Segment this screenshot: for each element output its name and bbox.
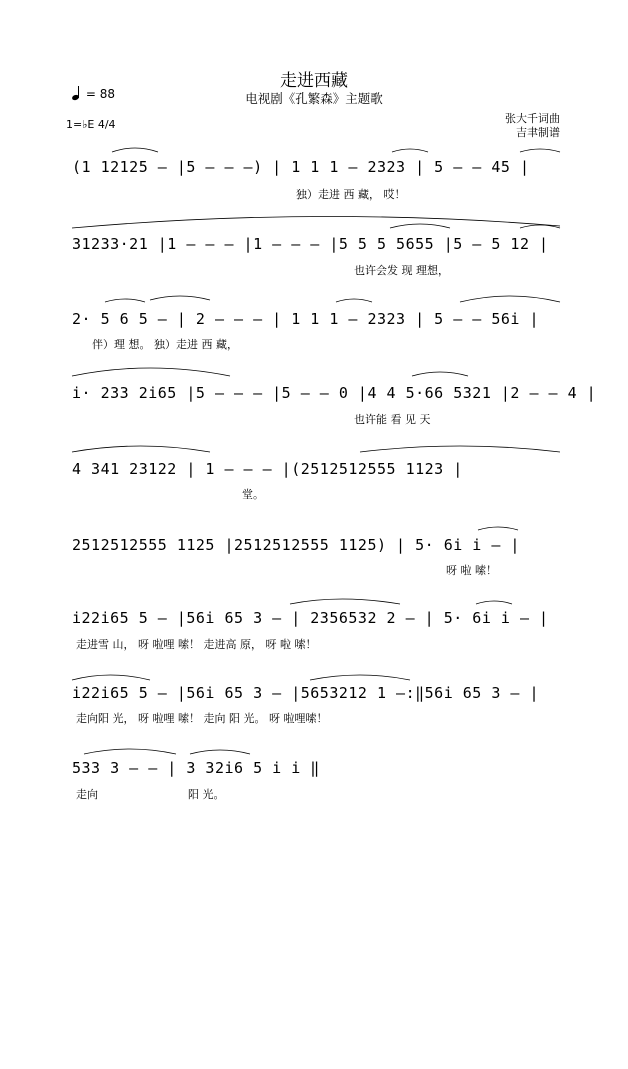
- score-row-8-notes: i22i65 5 — |56i 65 3 — |5653212 1 —:‖56i 65 3 — |: [72, 684, 540, 702]
- score-row-2-lyrics: 也许会发 现 理想，: [354, 264, 449, 277]
- score-row-6-lyrics: 呀 啦 嗦！: [446, 564, 497, 577]
- song-subtitle: 电视剧《孔繁森》主题歌: [245, 91, 383, 106]
- key-signature: 1=♭E 4/4: [66, 118, 116, 131]
- score-row-4-lyrics: 也许能 看 见 天: [354, 413, 431, 426]
- score-row-3-lyrics: 伴）理 想。 独）走进 西 藏，: [92, 338, 238, 351]
- tempo-value: = 88: [85, 87, 115, 101]
- song-title: 走进西藏: [280, 71, 348, 91]
- quarter-note-icon: [72, 86, 82, 100]
- score-row-3-notes: 2· 5 6 5 — | 2 — — — | 1 1 1 — 2323 | 5 — — 56i |: [72, 310, 540, 328]
- score-row-6-notes: 2512512555 1125 |2512512555 1125) | 5· 6i i — |: [72, 536, 520, 554]
- score-row-5-lyrics: 堂。: [242, 488, 264, 501]
- composer-credit: 张大千词曲: [505, 112, 560, 125]
- score-row-4-notes: i· 233 2i65 |5 — — — |5 — — 0 |4 4 5·66 5321 |2 — — 4 |: [72, 384, 597, 402]
- transcriber-credit: 吉聿制谱: [516, 126, 560, 139]
- score-row-1-notes: (1 12125 — |5 — — —) | 1 1 1 — 2323 | 5 — — 45 |: [72, 158, 530, 176]
- score-row-7-lyrics: 走进雪 山， 呀 啦哩 嗦！ 走进高 原， 呀 啦 嗦！: [76, 638, 317, 651]
- score-row-2-notes: 31233·21 |1 — — — |1 — — — |5 5 5 5655 |5 — 5 12 |: [72, 235, 549, 253]
- score-row-9-notes: 533 3 — — | 3 32i6 5 i i ‖: [72, 759, 320, 777]
- score-row-7-notes: i22i65 5 — |56i 65 3 — | 2356532 2 — | 5· 6i i — |: [72, 609, 549, 627]
- score-row-8-lyrics: 走向阳 光， 呀 啦哩 嗦！ 走向 阳 光。 呀 啦哩嗦！: [76, 712, 328, 725]
- tempo-marking: [72, 86, 115, 101]
- score-row-1-lyrics: 独）走进 西 藏， 哎！: [296, 188, 406, 201]
- score-row-9-lyrics-b: 阳 光。: [188, 788, 225, 801]
- score-row-9-lyrics-a: 走向: [76, 788, 98, 801]
- score-row-5-notes: 4 341 23122 | 1 — — — |(2512512555 1123 |: [72, 460, 463, 478]
